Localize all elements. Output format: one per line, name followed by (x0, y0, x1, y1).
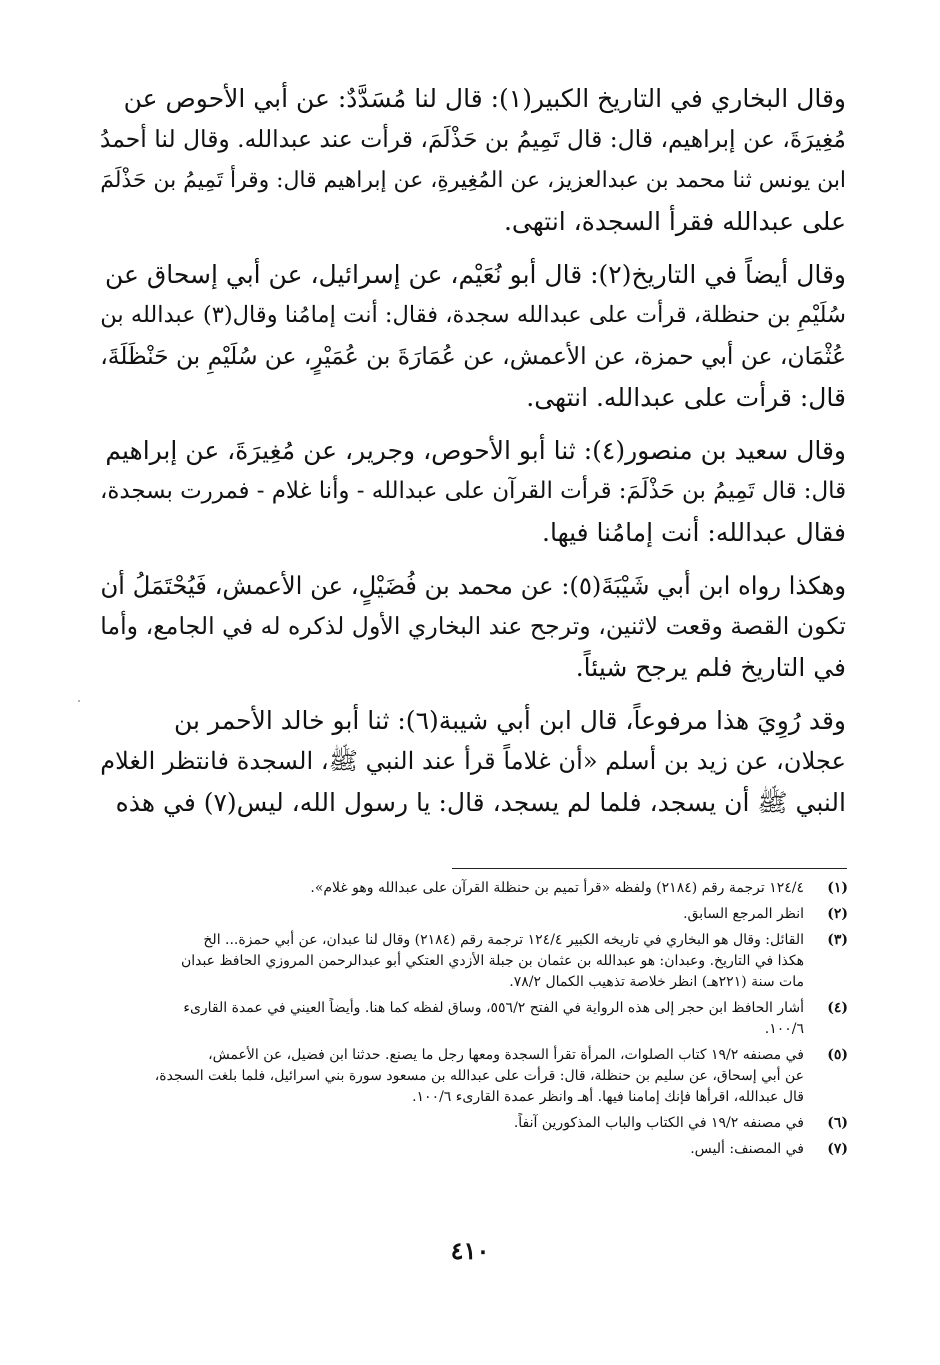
text-line: عجلان، عن زيد بن أسلم «أن غلاماً قرأ عند النبي ﷺ، السجدة فانتظر الغلام (100, 747, 846, 775)
footnote (96, 1045, 848, 1108)
paragraph (96, 430, 846, 553)
text-line: سُلَيْمِ بن حنظلة، قرأت على عبدالله سجدة، فقال: أنت إمامُنا وقال(٣) عبدالله بن (100, 302, 846, 328)
footnote-line: ١٢٤/٤ ترجمة رقم (٢١٨٤) ولفظه «قرأ تميم بن حنظلة القرآن على عبدالله وهو غلام». (310, 880, 804, 896)
footnote (96, 1113, 848, 1134)
text-line: قال: قرأت على عبدالله. انتهى. (526, 383, 846, 412)
footnote (96, 904, 848, 925)
text-line: مُغِيرَةَ، عن إبراهيم، قال: قال تَمِيمُ بن حَذْلَمَ، قرأت عند عبدالله. وقال لنا أحمدُ (99, 125, 846, 153)
text-line: في التاريخ فلم يرجح شيئاً. (575, 653, 846, 682)
footnote-text (96, 998, 804, 1040)
footnote-number: (٤) (827, 1000, 848, 1016)
text-line: عُثْمَان، عن أبي حمزة، عن الأعمش، عن عُمَارَةَ بن عُمَيْرٍ، عن سُلَيْمِ بن حَنْظَلَةَ، (100, 343, 846, 370)
footnote (96, 878, 848, 899)
text-line: النبي ﷺ أن يسجد، فلما لم يسجد، قال: يا رسول الله، ليس(٧) في هذه (115, 788, 846, 817)
footnote-line: مات سنة (٢٢١هـ) انظر خلاصة تذهيب الكمال ٧٨/٢. (509, 974, 804, 990)
footnote-number: (٢) (827, 906, 848, 922)
footnote-line: هكذا في التاريخ. وعبدان: هو عبدالله بن عثمان بن جبلة الأزدي العتكي أبو عبدالرحمن المروزي الحافظ عبدان (180, 953, 804, 969)
text-line: على عبدالله فقرأ السجدة، انتهى. (503, 207, 846, 236)
text-line: وقال البخاري في التاريخ الكبير(١): قال لنا مُسَدَّدٌ: عن أبي الأحوص عن (123, 84, 846, 113)
paragraph (96, 565, 846, 688)
footnote-text (96, 904, 804, 925)
footnote-number: (٣) (827, 932, 848, 948)
footnote-line: عن أبي إسحاق، عن سليم بن حنظلة، قال: قرأت على عبدالله بن مسعود سورة بني اسرائيل، فلما بلغت السجدة، (154, 1068, 804, 1084)
text-line: وهكذا رواه ابن أبي شَيْبَةَ(٥): عن محمد بن فُضَيْلٍ، عن الأعمش، فَيُحْتَمَلُ أن (100, 571, 846, 600)
footnote-line: القائل: وقال هو البخاري في تاريخه الكبير ١٢٤/٤ ترجمة رقم (٢١٨٤) وقال لنا عبدان، عن أبي حمزة... الخ (203, 932, 804, 948)
footnote-number: (١) (827, 880, 848, 896)
scan-speck (78, 700, 80, 702)
text-line: وقال أيضاً في التاريخ(٢): قال أبو نُعَيْم، عن إسرائيل، عن أبي إسحاق عن (104, 260, 846, 289)
footnote-line: قال عبدالله، اقرأها فإنك إمامنا فيها. أهـ وانظر عمدة القارىء ١٠٠/٦. (412, 1089, 804, 1105)
footnote-line: أشار الحافظ ابن حجر إلى هذه الرواية في الفتح ٥٥٦/٢، وساق لفظه كما هنا. وأيضاً العيني في عمدة القارىء (183, 1000, 804, 1016)
footnote-line: في مصنفه ١٩/٢ كتاب الصلوات، المرأة تقرأ السجدة ومعها رجل ما يصنع. حدثنا ابن فضيل، عن الأعمش، (208, 1047, 804, 1063)
text-line: تكون القصة وقعت لاثنين، وترجح عند البخاري الأول لذكره له في الجامع، وأما (100, 612, 846, 640)
footnote-text (96, 930, 804, 993)
footnote-text (96, 1045, 804, 1108)
footnote-number: (٦) (827, 1115, 848, 1131)
page-number: ٤١٠ (450, 1236, 490, 1265)
footnote (96, 998, 848, 1040)
footnote-line: في المصنف: أليس. (690, 1141, 804, 1157)
paragraph (96, 254, 846, 418)
footnote (96, 930, 848, 993)
footnote-line: ١٠٠/٦. (764, 1021, 804, 1037)
footnote (96, 1139, 848, 1160)
footnotes (96, 878, 848, 1165)
footnote-text (96, 878, 804, 899)
footnote-number: (٧) (827, 1141, 848, 1157)
footnote-number: (٥) (827, 1047, 848, 1063)
footnote-text (96, 1139, 804, 1160)
footnote-line: انظر المرجع السابق. (683, 906, 804, 922)
text-line: ابن يونس ثنا محمد بن عبدالعزيز، عن المُغِيرةِ، عن إبراهيم قال: وقرأ تَمِيمُ بن حَذْلَمَ (100, 168, 846, 193)
text-line: وقد رُوِيَ هذا مرفوعاً، قال ابن أبي شيبة(٦): ثنا أبو خالد الأحمر بن (174, 706, 846, 735)
paragraph (96, 78, 846, 242)
text-line: قال: قال تَمِيمُ بن حَذْلَمَ: قرأت القرآن على عبدالله - وأنا غلام - فمررت بسجدة، (100, 478, 846, 504)
footnote-line: في مصنفه ١٩/٢ في الكتاب والباب المذكورين آنفاً. (513, 1115, 804, 1131)
paragraph (96, 700, 846, 823)
text-line: فقال عبدالله: أنت إمامُنا فيها. (542, 518, 846, 547)
text-line: وقال سعيد بن منصور(٤): ثنا أبو الأحوص، وجرير، عن مُغِيرَةَ، عن إبراهيم (105, 436, 846, 465)
main-text (96, 78, 846, 835)
footnote-text (96, 1113, 804, 1134)
footnote-separator (452, 868, 847, 869)
